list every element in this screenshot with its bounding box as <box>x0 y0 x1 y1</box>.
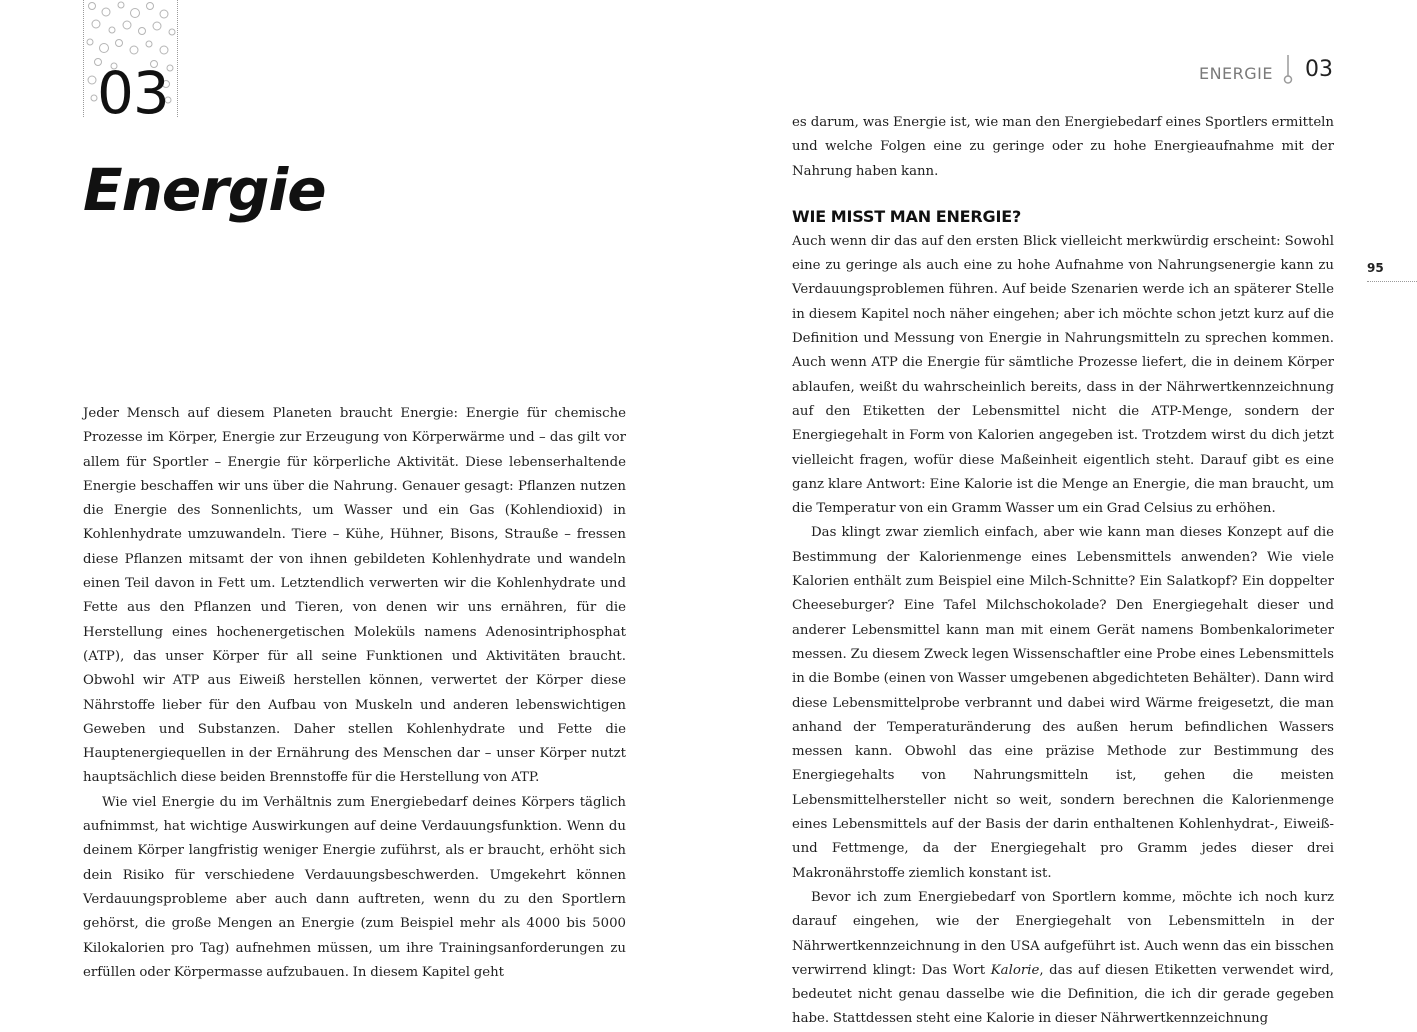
running-head-label: ENERGIE <box>1198 64 1273 83</box>
paragraph-continuation: es darum, was Energie ist, wie man den Energiebedarf eines Sportlers ermitteln und welche Folgen eine zu geringe oder zu hohe Energieaufnahme mit der Nahrung haben kann. <box>792 115 1334 179</box>
paragraph: Wie viel Energie du im Verhältnis zum Energiebedarf deines Körpers täglich aufnimmst, hat wichtige Auswirkungen auf deine Verdauungsfunktion. Wenn du deinem Körper langfristig weniger Energie zuführst, als er braucht, erhöht sich dein Risiko für verschiedene Verdauungsbeschwerden. Umgekehrt können Verdauungsprobleme aber auch dann auftreten, wenn du zu den Sportlern gehörst, die große Mengen an Energie (zum Beispiel mehr als 4000 bis 5000 Kilokalorien pro Tag) aufnehmen müssen, um ihre Trainingsanforderungen zu erfüllen oder Körpermasse aufzubauen. In diesem Kapitel geht <box>83 794 626 980</box>
page-number: 95 <box>1367 261 1417 282</box>
running-head-chapter-number: 03 <box>1305 57 1333 82</box>
paragraph-text: Bevor ich zum Energiebedarf von Sportlern komme, möchte ich noch kurz darauf eingehen, wie der Energiegehalt von Lebensmitteln in der Nährwertkennzeichnung in den USA aufgeführt ist. Auch wenn das ein bisschen verwirrend klingt: Das Wort <box>792 889 1334 978</box>
paragraph: Das klingt zwar ziemlich einfach, aber wie kann man dieses Konzept auf die Bestimmung der Kalorienmenge eines Lebensmittels anwenden? Wie viele Kalorien enthält zum Beispiel eine Milch-Schnitte? Ein Salatkopf? Ein doppelter Cheeseburger? Eine Tafel Milchschokolade? Den Energiegehalt dieser und anderer Lebensmittel kann man mit einem Gerät namens Bombenkalorimeter messen. Zu diesem Zweck legen Wissenschaftler eine Probe eines Lebensmittels in die Bombe (einen von Wasser umgebenen abgedichteten Behälter). Dann wird diese Lebensmittelprobe verbrannt und dabei wird Wärme freigesetzt, die man anhand der Temperaturänderung des außen herum befindlichen Wassers messen kann. Obwohl das eine präzise Methode zur Bestimmung des Energiegehalts von Nahrungsmitteln ist, gehen die meisten Lebensmittelhersteller nicht so weit, sondern berechnen die Kalorienmenge eines Lebensmittels auf der Basis der darin enthaltenen Kohlenhydrat-, Eiweiß- und Fettmenge, da der Energiegehalt pro Gramm jedes dieser drei Makronährstoffe ziemlich konstant ist. <box>792 525 1334 881</box>
thermometer-mark-icon <box>1281 55 1295 85</box>
paragraph: Auch wenn dir das auf den ersten Blick vielleicht merkwürdig erscheint: Sowohl eine zu geringe als auch eine zu hohe Aufnahme von Nahrungsenergie kann zu Verdauungsproblemen führen. Auf beide Szenarien werde ich an späterer Stelle in diesem Kapitel noch näher eingehen; aber ich möchte schon jetzt kurz auf die Definition und Messung von Energie in Nahrungsmitteln zu sprechen kommen. Auch wenn ATP die Energie für sämtliche Prozesse liefert, die in deinem Körper ablaufen, weißt du wahrscheinlich bereits, dass in der Nährwertkennzeichnung auf den Etiketten der Lebensmittel nicht die ATP-Menge, sondern der Energiegehalt in Form von Kalorien angegeben ist. Trotzdem wirst du dich jetzt vielleicht fragen, wofür diese Maßeinheit eigentlich steht. Darauf gibt es eine ganz klare Antwort: Eine Kalorie ist die Menge an Energie, die man braucht, um die Temperatur von ein Gramm Wasser um ein Grad Celsius zu erhöhen. <box>792 233 1334 517</box>
right-text-column <box>792 111 1334 1032</box>
running-head <box>1199 55 1333 85</box>
left-text-column <box>83 402 626 985</box>
emphasized-term: Kalorie <box>990 962 1040 978</box>
paragraph: Jeder Mensch auf diesem Planeten braucht Energie: Energie für chemische Prozesse im Körper, Energie zur Erzeugung von Körperwärme und – das gilt vor allem für Sportler – Energie für körperliche Aktivität. Diese lebenserhaltende Energie beschaffen wir uns über die Nahrung. Genauer gesagt: Pflanzen nutzen die Energie des Sonnenlichts, um Wasser und ein Gas (Kohlendioxid) in Kohlenhydrate umzuwandeln. Tiere – Kühe, Hühner, Bisons, Strauße – fressen diese Pflanzen mitsamt der von ihnen gebildeten Kohlenhydrate und wandeln einen Teil davon in Fett um. Letztendlich verwerten wir die Kohlenhydrate und Fette aus den Pflanzen und Tieren, von denen wir uns ernähren, für die Herstellung eines hochenergetischen Moleküls namens Adenosintriphosphat (ATP), das unser Körper für all seine Funktionen und Aktivitäten braucht. Obwohl wir ATP aus Eiweiß herstellen können, verwertet der Körper diese Nährstoffe lieber für den Aufbau von Muskeln und anderen lebenswichtigen Geweben und Substanzen. Daher stellen Kohlenhydrate und Fette die Hauptenergiequellen in der Ernährung des Menschen dar – unser Körper nutzt hauptsächlich diese beiden Brennstoffe für die Herstellung von ATP. <box>83 406 626 786</box>
paragraph <box>792 886 1334 1032</box>
chapter-number: 03 <box>97 59 169 127</box>
paragraph-text: , das auf diesen Etiketten verwendet wird, bedeutet nicht genau dasselbe wie die Definition, die ich dir gerade gegeben habe. Stattdessen steht eine Kalorie in dieser Nährwertkennzeichnung <box>792 962 1334 1027</box>
section-heading: WIE MISST MAN ENERGIE? <box>792 206 1022 226</box>
chapter-title: Energie <box>83 156 326 224</box>
